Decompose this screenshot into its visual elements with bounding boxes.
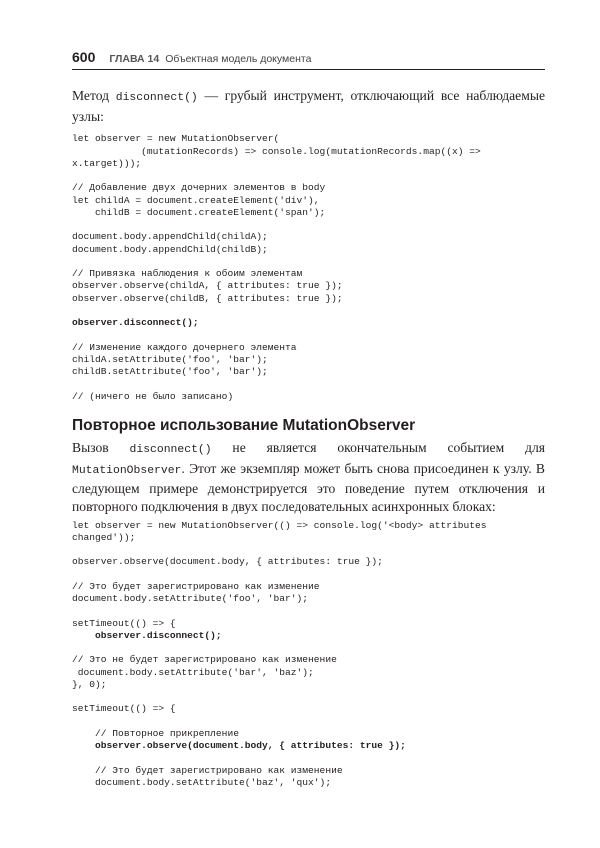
- code-block-1: [72, 133, 552, 403]
- code-line: [72, 544, 552, 556]
- code-line: childB = document.createElement('span');: [72, 206, 326, 218]
- code-line: observer.observe(childB, { attributes: true });: [72, 292, 343, 304]
- code-block-2: [72, 520, 552, 790]
- code-line: observer.observe(document.body, { attributes: true });: [72, 556, 383, 568]
- code-line: observer.observe(document.body, { attributes: true });: [72, 740, 406, 752]
- chapter-title: Объектная модель документа: [165, 53, 312, 65]
- inline-code: disconnect(): [115, 92, 198, 104]
- code-line: childA.setAttribute('foo', 'bar');: [72, 353, 268, 365]
- code-line: changed'));: [72, 531, 136, 543]
- code-line: [72, 170, 552, 182]
- code-line: [72, 691, 552, 703]
- page-number: 600: [72, 49, 96, 65]
- code-line: // Это не будет зарегистрировано как изменение: [72, 654, 337, 666]
- code-line: }, 0);: [72, 678, 107, 690]
- text: Вызов: [72, 439, 130, 455]
- code-line: [72, 305, 552, 317]
- code-line: // (ничего не было записано): [72, 390, 234, 402]
- chapter-label: ГЛАВА 14: [109, 53, 160, 65]
- code-line: [72, 752, 552, 764]
- inline-code: disconnect(): [129, 443, 212, 456]
- code-line: [72, 219, 552, 231]
- code-line: [72, 329, 552, 341]
- code-line: // Это будет зарегистрировано как изменение: [72, 764, 343, 776]
- text: Метод: [72, 88, 116, 103]
- body-paragraph: [72, 439, 545, 516]
- text: не является окончательным событием для: [211, 439, 545, 455]
- code-line: // Добавление двух дочерних элементов в body: [72, 182, 326, 194]
- code-line: document.body.appendChild(childA);: [72, 231, 268, 243]
- intro-paragraph: [72, 87, 545, 125]
- code-line: [72, 569, 552, 581]
- code-line: setTimeout(() => {: [72, 617, 176, 629]
- code-line: let observer = new MutationObserver(: [72, 133, 280, 145]
- code-line: // Привязка наблюдения к обоим элементам: [72, 268, 303, 280]
- code-line: observer.disconnect();: [72, 629, 222, 641]
- text: . Этот же экземпляр может быть снова присоединен к узлу. В следующем примере демонстрируется это поведение путем отключения и повторного подключения в двух последовательных асинхронных блоках:: [72, 460, 545, 515]
- page-body: [72, 87, 545, 789]
- code-line: document.body.setAttribute('bar', 'baz');: [72, 666, 314, 678]
- code-line: document.body.setAttribute('foo', 'bar');: [72, 593, 309, 605]
- code-line: x.target)));: [72, 157, 142, 169]
- inline-code: MutationObserver: [72, 464, 182, 477]
- code-line: setTimeout(() => {: [72, 703, 176, 715]
- text: — грубый инструмент, отключающий все наблюдаемые узлы:: [72, 88, 545, 124]
- code-line: // Это будет зарегистрировано как изменение: [72, 580, 320, 592]
- code-line: (mutationRecords) => console.log(mutationRecords.map((x) =>: [72, 145, 481, 157]
- code-line: observer.observe(childA, { attributes: true });: [72, 280, 343, 292]
- running-header: [72, 49, 545, 70]
- code-line: [72, 378, 552, 390]
- code-line: [72, 605, 552, 617]
- code-line: let childA = document.createElement('div'),: [72, 194, 320, 206]
- code-line: // Изменение каждого дочернего элемента: [72, 341, 297, 353]
- code-line: [72, 642, 552, 654]
- section-heading: Повторное использование MutationObserver: [72, 416, 416, 434]
- code-line: let observer = new MutationObserver(() => console.log('<body> attributes: [72, 519, 487, 531]
- code-line: // Повторное прикрепление: [72, 727, 239, 739]
- code-line: document.body.setAttribute('baz', 'qux');: [72, 776, 332, 788]
- code-line: [72, 716, 552, 728]
- code-line: childB.setAttribute('foo', 'bar');: [72, 366, 268, 378]
- code-line: document.body.appendChild(childB);: [72, 243, 268, 255]
- code-line: observer.disconnect();: [72, 317, 199, 329]
- code-line: [72, 256, 552, 268]
